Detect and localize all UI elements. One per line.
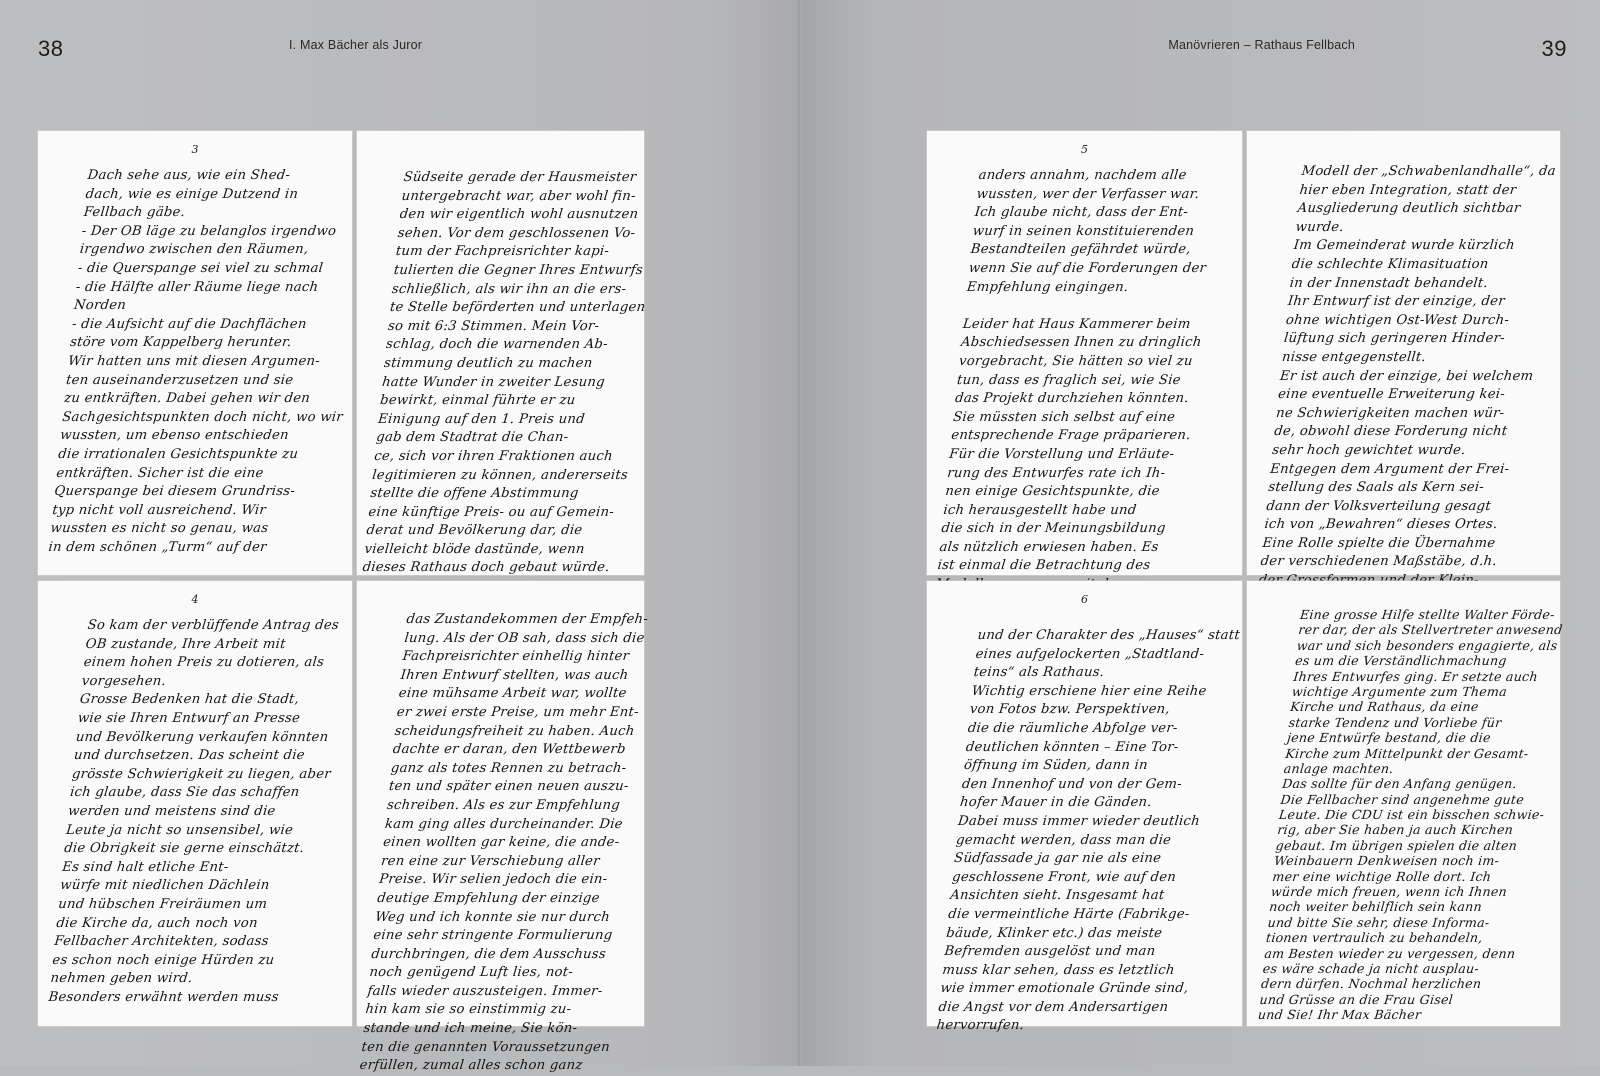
handwritten-line: schlag, doch die warnenden Ab- [385,337,609,353]
handwritten-line: Weg und ich konnte sie nur durch [374,909,611,925]
handwritten-line: muss klar sehen, dass es letztlich [941,962,1176,978]
handwritten-line: zu entkräften. Dabei gehen wir den [63,391,311,407]
handwritten-text [47,167,354,557]
handwritten-line: die die räumliche Abfolge ver- [967,720,1179,736]
handwritten-line: ich glaube, dass Sie das schaffen [69,785,301,801]
handwritten-line: wurde. [1294,219,1345,235]
handwritten-line: jene Entwürfe bestand, die die [1286,730,1492,746]
handwritten-line: ist einmal die Betrachtung des [936,558,1152,574]
handwritten-line: Für die Vorstellung und Erläute- [948,446,1176,462]
handwritten-line: würde mich freuen, wenn ich Ihnen [1270,884,1508,900]
handwritten-line: Südseite gerade der Hausmeister [402,170,638,185]
handwritten-line: wussten, wer der Verfasser war. [975,186,1200,202]
handwritten-line: Kirche zum Mittelpunkt der Gesamt- [1284,745,1530,761]
handwritten-line: ten und später einen neuen auszu- [388,779,630,795]
handwritten-line: Im Gemeinderat wurde kürzlich [1292,238,1516,254]
sheet-number: 5 [1081,143,1088,156]
handwritten-line: eine künftige Preis- ou auf Gemein- [367,504,615,520]
handwritten-line: vorgesehen. [80,673,167,689]
handwritten-line: war und sich besonders engagierte, als [1296,637,1559,653]
handwritten-line: typ nicht voll ausreichend. Wir [51,502,267,518]
handwritten-line: wenn Sie auf die Forderungen der [968,260,1207,276]
letter-sheet-6-right [1247,581,1564,1026]
handwritten-line: schreiben. Als es zur Empfehlung [386,797,621,813]
handwritten-line: Grosse Bedenken hat die Stadt, [79,692,300,708]
handwritten-line: werden und meistens sind die [67,803,277,819]
handwritten-line: durchbringen, die dem Ausschuss [370,946,607,962]
handwritten-line: OB zustande, Ihre Arbeit mit [84,636,287,652]
handwritten-line: ich herausgestellt habe und [942,502,1138,518]
handwritten-line: Die Fellbacher sind angenehme gute [1279,791,1525,807]
handwritten-line: ich von „Bewahren“ dieses Ortes. [1263,517,1499,533]
handwritten-line: gemacht werden, dass man die [955,832,1172,848]
handwritten-text [1257,607,1564,1023]
handwritten-line: störe vom Kappelberg herunter. [69,335,293,351]
handwritten-line: hier eben Integration, statt der [1298,182,1518,198]
handwritten-line: es um die Verständlichmachung [1294,653,1508,669]
handwritten-line: die irrationalen Gesichtspunkte zu [57,446,299,462]
handwritten-line: Er ist auch der einzige, bei welchem [1279,368,1535,384]
handwritten-line: stellte die offene Abstimmung [369,486,580,502]
handwritten-line: gebaut. Im übrigen spielen die alten [1274,837,1518,853]
handwritten-line: die schlechte Klimasituation [1290,256,1490,272]
handwritten-line: hofer Mauer in die Gänden. [959,795,1153,811]
handwritten-line: dach, wie es einige Dutzend in [84,186,299,202]
handwritten-line: bewirkt, einmal führte er zu [379,393,577,409]
handwritten-line: wie immer emotionale Gründe sind, [939,981,1190,997]
handwritten-line: die Kirche da, auch noch von [55,915,259,931]
handwritten-line: Entgegen dem Argument der Frei- [1269,461,1511,477]
handwritten-line: Südfassade ja gar nie als eine [953,851,1163,867]
letter-sheet-3-left [38,131,352,575]
handwritten-text [936,627,1246,1036]
page-number-right: 39 [1541,36,1567,61]
handwritten-line: einem hohen Preis zu dotieren, als [82,655,325,671]
letter-sheet-4-left [38,581,352,1026]
handwritten-line: Abschiedsessen Ihnen zu dringlich [960,335,1203,351]
handwritten-line: wussten, um ebenso entschieden [59,428,290,444]
handwritten-line: ganz als totes Rennen zu betrach- [390,760,628,776]
handwritten-line: lüftung sich geringeren Hinder- [1283,331,1506,347]
handwritten-line: wurf in seinen konstituierenden [971,223,1195,239]
handwritten-line: - die Querspange sei viel zu schmal [77,260,324,276]
handwritten-text [1256,163,1566,609]
handwritten-line: so mit 6:3 Stimmen. Mein Vor- [387,318,601,334]
handwritten-line: den wir eigentlich wohl ausnutzen [398,207,640,223]
handwritten-line: Preise. Wir selien jedoch die ein- [378,872,609,888]
handwritten-line: Fachpreisrichter einhellig hinter [401,649,630,665]
handwritten-line: nen einige Gesichtspunkte, die [944,484,1161,500]
handwritten-line: in dem schönen „Turm“ auf der [47,539,268,555]
handwritten-line: Fellbacher Architekten, sodass [53,934,270,950]
handwritten-line: Eine grosse Hilfe stellte Walter Förde- [1299,607,1556,622]
handwritten-line: das Zustandekommen der Empfeh- [405,612,649,627]
handwritten-line: Bestandteilen gefährdet würde, [969,242,1192,258]
handwritten-line: Wir hatten uns mit diesen Argumen- [67,353,321,369]
handwritten-line: grösste Schwierigkeit zu liegen, aber [71,766,332,782]
handwritten-line: entsprechende Frage präparieren. [950,428,1192,444]
handwritten-line: anders annahm, nachdem alle [977,168,1188,183]
handwritten-line: sehen. Vor dem geschlossenen Vo- [396,225,637,241]
handwritten-line: rig, aber Sie haben ja auch Kirchen [1276,822,1514,838]
handwritten-line: Dabei muss immer wieder deutlich [957,813,1201,829]
handwritten-line: dern dürfen. Nochmal herzlichen [1260,976,1483,992]
handwritten-line: deutige Empfehlung der einzige [376,890,601,906]
handwritten-line: die Angst vor dem Andersartigen [937,999,1170,1015]
handwritten-line: tun, dass es fraglich sei, wie Sie [956,372,1182,388]
handwritten-line: Weinbauern Denkweisen noch im- [1273,853,1500,869]
handwritten-line: Leute ja nicht so unsensibel, wie [65,822,294,838]
handwritten-line: und Sie! Ihr Max Bächer [1257,1007,1423,1023]
handwritten-line: schließlich, als wir ihn an die ers- [391,281,628,297]
handwritten-line: eines aufgelockerten „Stadtland- [974,646,1205,662]
handwritten-line: sehr hoch gewichtet wurde. [1271,442,1467,458]
letter-sheet-4-right [357,581,649,1074]
handwritten-line: de, obwohl diese Forderung nicht [1273,424,1509,440]
handwritten-text [362,169,648,578]
handwritten-line: - die Aufsicht auf die Dachflächen [71,316,308,332]
handwritten-line: Ihren Entwurf stellten, was auch [399,667,630,683]
handwritten-line: ten auseinanderzusetzen und sie [65,372,295,388]
handwritten-line: und Bevölkerung verkaufen könnten [75,729,330,745]
handwritten-line: und durchsetzen. Das scheint die [73,748,306,764]
handwritten-line: bäude, Klinker etc.) das meiste [945,925,1164,941]
handwritten-line: noch genügend Luft lies, not- [368,965,574,981]
handwritten-line [964,297,1233,316]
handwritten-line: den Innenhof und von der Gem- [961,776,1183,792]
letter-sheet-5-left [927,131,1242,575]
letter-sheet-3-right [357,131,647,576]
handwritten-line: die vermeintliche Härte (Fabrikge- [947,906,1191,922]
handwritten-line: Wichtig erschiene hier eine Reihe [970,683,1208,699]
handwritten-line: tionen vertraulich zu behandeln, [1265,930,1484,946]
handwritten-line: hin kam sie so einstimmig zu- [364,1002,572,1018]
handwritten-line: lung. Als der OB sah, dass sich die [403,630,646,646]
handwritten-line: der verschiedenen Maßstäbe, d.h. [1259,554,1498,570]
handwritten-line: rung des Entwurfes rate ich Ih- [946,465,1167,481]
handwritten-line: te Stelle beförderten und unterlagen [389,300,647,316]
handwritten-line: hatte Wunder in zweiter Lesung [381,374,606,390]
handwritten-line: Es sind halt etliche Ent- [61,859,230,875]
handwritten-text [359,611,651,1076]
handwritten-line: - die Hälfte aller Räume liege nach [75,279,320,295]
handwritten-line: als nützlich erwiesen haben. Es [938,539,1160,555]
handwritten-line: wussten es nicht so genau, was [49,521,270,537]
handwritten-line: dachte er daran, den Wettbewerb [392,742,627,758]
handwritten-line: anlage machten. [1283,760,1395,776]
handwritten-line: hervorrufen. [935,1018,1025,1034]
handwritten-line: entkräften. Sicher ist die eine [55,465,265,481]
handwritten-line: ne Schwierigkeiten machen wür- [1275,405,1506,421]
handwritten-line: Leute. Die CDU ist ein bisschen schwie- [1278,807,1545,823]
handwritten-line: dann der Volksverteilung gesagt [1265,498,1492,514]
handwritten-line: Empfehlung eingingen. [966,279,1130,295]
handwritten-line: Das sollte für den Anfang genügen. [1281,776,1518,792]
handwritten-line: scheidungsfreiheit zu haben. Auch [394,723,636,739]
handwritten-line: und der Charakter des „Hauses“ statt [976,628,1241,643]
handwritten-line: kam ging alles durcheinander. Die [384,816,624,832]
handwritten-line: vorgebracht, Sie hätten so viel zu [958,353,1194,369]
handwritten-line: würfe mit niedlichen Dächlein [59,878,271,894]
handwritten-line: wichtige Argumente zum Thema [1291,683,1508,699]
handwritten-line: und hübschen Freiräumen um [57,896,268,912]
running-head-left: I. Max Bächer als Juror [289,38,423,52]
handwritten-line: teins“ als Rathaus. [972,665,1105,681]
handwritten-line: es wäre schade ja nicht ausplau- [1262,960,1480,976]
handwritten-line: er zwei erste Preise, um mehr Ent- [395,704,640,720]
handwritten-line: Besonders erwähnt werden muss [47,989,280,1005]
handwritten-line: öffnung im Süden, dann in [963,758,1149,774]
handwritten-line: und Grüsse an die Frau Gisel [1258,991,1454,1007]
book-gutter [796,0,802,1066]
handwritten-line: gab dem Stadtrat die Chan- [375,430,570,446]
page-number-left: 38 [38,36,64,61]
handwritten-line: wie sie Ihren Entwurf an Presse [77,710,301,726]
handwritten-line: eine eventuelle Erweiterung kei- [1277,387,1506,403]
handwritten-line: eine mühsame Arbeit war, wollte [397,686,628,702]
handwritten-line: Ausgliederung deutlich sichtbar [1296,201,1522,217]
handwritten-line: Einigung auf den 1. Preis und [377,411,586,427]
handwritten-line: erfüllen, zumal alles schon ganz [358,1058,584,1074]
handwritten-line: das Projekt durchziehen könnten. [954,391,1190,407]
handwritten-line: Ich glaube nicht, dass der Ent- [973,205,1189,221]
handwritten-line: - Der OB läge zu belanglos irgendwo [80,223,337,239]
handwritten-line: So kam der verblüffende Antrag des [86,618,340,633]
handwritten-line: stellung des Saals als Kern sei- [1267,480,1485,496]
handwritten-line: ce, sich vor ihren Fraktionen auch [373,448,614,464]
handwritten-line: stande und ich meine, Sie kön- [362,1021,578,1037]
handwritten-line: nisse entgegenstellt. [1281,349,1427,365]
handwritten-line: ten die genannten Voraussetzungen [360,1039,611,1055]
handwritten-text [935,167,1247,595]
handwritten-line: derat und Bevölkerung dar, die [365,523,584,539]
handwritten-line: tulierten die Gegner Ihres Entwurfs [393,262,644,278]
handwritten-line: einen wollten gar keine, die ande- [382,835,621,851]
handwritten-line: geschlossene Front, wie auf den [951,869,1177,885]
letter-sheet-5-right [1247,131,1560,575]
handwritten-line: legitimieren zu können, andererseits [371,467,629,483]
handwritten-text [47,617,354,1007]
handwritten-line: am Besten wieder zu vergessen, denn [1263,945,1517,961]
handwritten-line: stimmung deutlich zu machen [383,355,594,371]
letter-sheet-6-left [927,581,1242,1034]
running-head-right: Manövrieren – Rathaus Fellbach [1168,38,1355,52]
handwritten-line: noch weiter behilflich sein kann [1268,899,1483,915]
handwritten-line: Sie müssten sich selbst auf eine [952,409,1176,425]
handwritten-line: Querspange bei diesem Grundriss- [53,484,296,500]
handwritten-line: von Fotos bzw. Perspektiven, [968,702,1171,718]
handwritten-line: mer eine wichtige Rolle dort. Ich [1271,868,1493,884]
handwritten-line: Befremden ausgelöst und man [943,944,1157,960]
handwritten-line: vielleicht blöde dastünde, wenn [363,541,586,557]
handwritten-line: tum der Fachpreisrichter kapi- [394,244,610,260]
handwritten-line: und bitte Sie sehr, diese Informa- [1266,914,1491,930]
handwritten-line: falls wieder auszusteigen. Immer- [366,983,604,999]
handwritten-line: dieses Rathaus doch gebaut würde. [361,560,611,576]
handwritten-line: Ihres Entwurfes ging. Er setzte auch [1292,668,1539,684]
handwritten-line: Ihr Entwurf ist der einzige, der [1287,294,1506,310]
handwritten-line: deutlichen könnten – Eine Tor- [965,739,1180,755]
handwritten-line: Fellbach gäbe. [82,205,186,221]
handwritten-line: Leider hat Haus Kammerer beim [962,316,1192,332]
handwritten-line: eine sehr stringente Formulierung [372,928,614,944]
handwritten-line: ohne wichtigen Ost-West Durch- [1285,312,1510,328]
sheet-number: 4 [191,593,199,606]
handwritten-line: irgendwo zwischen den Räumen, [79,242,310,258]
handwritten-line: Modell der „Schwabenlandhalle“, da [1300,164,1557,179]
handwritten-line: die sich in der Meinungsbildung [940,521,1167,537]
handwritten-line: Kirche und Rathaus, da eine [1289,699,1480,715]
handwritten-line: Sachgesichtspunkten doch nicht, wo wir [61,409,344,425]
handwritten-line: untergebracht war, aber wohl fin- [400,188,637,204]
handwritten-line: die Obrigkeit sie gerne einschätzt. [63,841,305,857]
handwritten-line: rer dar, der als Stellvertreter anwesend [1297,622,1564,638]
handwritten-line: nehmen geben wird. [49,971,194,987]
handwritten-line: in der Innenstadt behandelt. [1289,275,1489,291]
handwritten-line: starke Tendenz und Vorliebe für [1287,714,1503,730]
handwritten-line: es schon noch einige Hürden zu [51,952,276,968]
handwritten-line: ren eine zur Verschiebung aller [380,853,601,869]
sheet-number: 6 [1081,593,1088,606]
handwritten-line: Norden [73,298,127,314]
handwritten-line: Dach sehe aus, wie ein Shed- [86,168,291,183]
handwritten-line: Ansichten sieht. Insgesamt hat [949,888,1166,904]
handwritten-line: Eine Rolle spielte die Übernahme [1261,535,1497,551]
sheet-number: 3 [191,143,199,156]
